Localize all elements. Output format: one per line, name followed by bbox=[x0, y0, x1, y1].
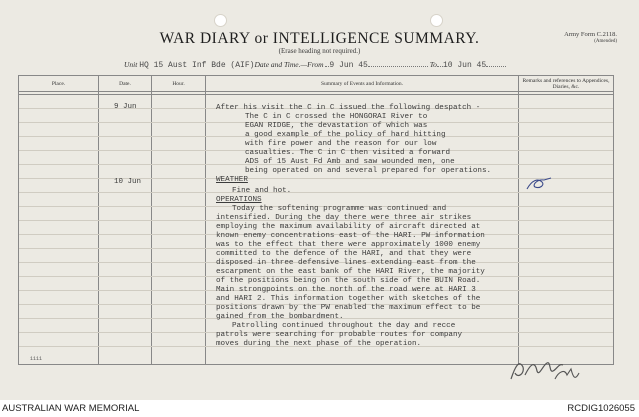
summary-line: employing the maximum availability of aircraft directed at bbox=[216, 223, 481, 231]
to-label: To bbox=[429, 60, 437, 69]
summary-line: Main strongpoints on the north of the road were at HARI 3 bbox=[216, 286, 476, 294]
handwritten-mark bbox=[524, 176, 554, 192]
summary-line: and HARI 2. This information together with sketches of the bbox=[216, 295, 481, 303]
summary-line: intensified. During the day there were three air strikes bbox=[216, 214, 472, 222]
entry-date: 10 Jun bbox=[114, 178, 142, 186]
col-remarks-header: Remarks and references to Appendices, Diaries, &c. bbox=[522, 78, 610, 90]
summary-line: was to the effect that there were approximately 1000 enemy bbox=[216, 241, 481, 249]
unit-label: Unit bbox=[124, 60, 138, 69]
footer-id: RCDIG1026055 bbox=[567, 403, 635, 414]
footer-source: AUSTRALIAN WAR MEMORIAL bbox=[2, 403, 140, 414]
summary-line: Fine and hot. bbox=[232, 187, 292, 195]
summary-line: casualties. The C in C then visited a forward bbox=[245, 149, 451, 157]
col-place-header: Place. bbox=[51, 81, 66, 87]
col-summary-header: Summary of Events and Information. bbox=[320, 81, 404, 87]
summary-line: of the positions being on the south side of the BUIN Road. bbox=[216, 277, 481, 285]
summary-line: with fire power and the reason for our low bbox=[245, 140, 437, 148]
section-heading-operations: OPERATIONS bbox=[216, 196, 262, 204]
summary-line: Patrolling continued throughout the day and recce bbox=[232, 322, 456, 330]
summary-line: patrols were searching for probable routes for company bbox=[216, 331, 463, 339]
summary-line: moves during the next phase of the operation. bbox=[216, 340, 422, 348]
date-time-label: Date and Time.—From bbox=[254, 60, 324, 69]
date-to: 10 Jun 45 bbox=[442, 61, 487, 70]
summary-line: a good example of the policy of hard hitting bbox=[245, 131, 446, 139]
army-form-note: (Amended) bbox=[594, 39, 617, 44]
section-heading-weather: WEATHER bbox=[216, 176, 248, 184]
summary-line: committed to the defence of the HARI, and that they were bbox=[216, 250, 472, 258]
summary-line: The C in C crossed the HONGORAI River to bbox=[245, 113, 428, 121]
summary-line: disposed in three defensive lines extending east from the bbox=[216, 259, 476, 267]
col-date-header: Date. bbox=[119, 81, 131, 87]
summary-line: known enemy concentrations east of the HARI. PW information bbox=[216, 232, 485, 240]
entry-date: 9 Jun bbox=[114, 103, 137, 111]
summary-line: positions drawn by the PW enabled the maximum effect to be bbox=[216, 304, 481, 312]
handwritten-signature bbox=[505, 345, 585, 387]
summary-line: gained from the bombardment. bbox=[216, 313, 344, 321]
punch-hole bbox=[214, 14, 227, 27]
summary-line: Today the softening programme was continued and bbox=[232, 205, 447, 213]
unit-line bbox=[124, 60, 506, 70]
col-hour-header: Hour. bbox=[172, 81, 185, 87]
summary-line: After his visit the C in C issued the following despatch - bbox=[216, 104, 481, 112]
form-margin-mark: 1111 bbox=[30, 356, 43, 362]
summary-line: EGAN RIDGE, the devastation of which was bbox=[245, 122, 428, 130]
date-from: 9 Jun 45 bbox=[329, 61, 368, 70]
army-form-number: Army Form C.2118. bbox=[564, 31, 617, 38]
diary-table bbox=[18, 75, 614, 365]
unit-value: HQ 15 Aust Inf Bde (AIF) bbox=[139, 61, 255, 70]
page-subtitle: (Erase heading not required.) bbox=[278, 47, 361, 55]
summary-line: ADS of 15 Aust Fd Amb and saw wounded men, one bbox=[245, 158, 455, 166]
punch-hole bbox=[430, 14, 443, 27]
page-title: WAR DIARY or INTELLIGENCE SUMMARY. bbox=[159, 30, 480, 47]
summary-line: escarpment on the east bank of the HARI River, the majority bbox=[216, 268, 485, 276]
summary-line: being operated on and several prepared for operations. bbox=[245, 167, 492, 175]
army-form-label bbox=[564, 31, 617, 45]
